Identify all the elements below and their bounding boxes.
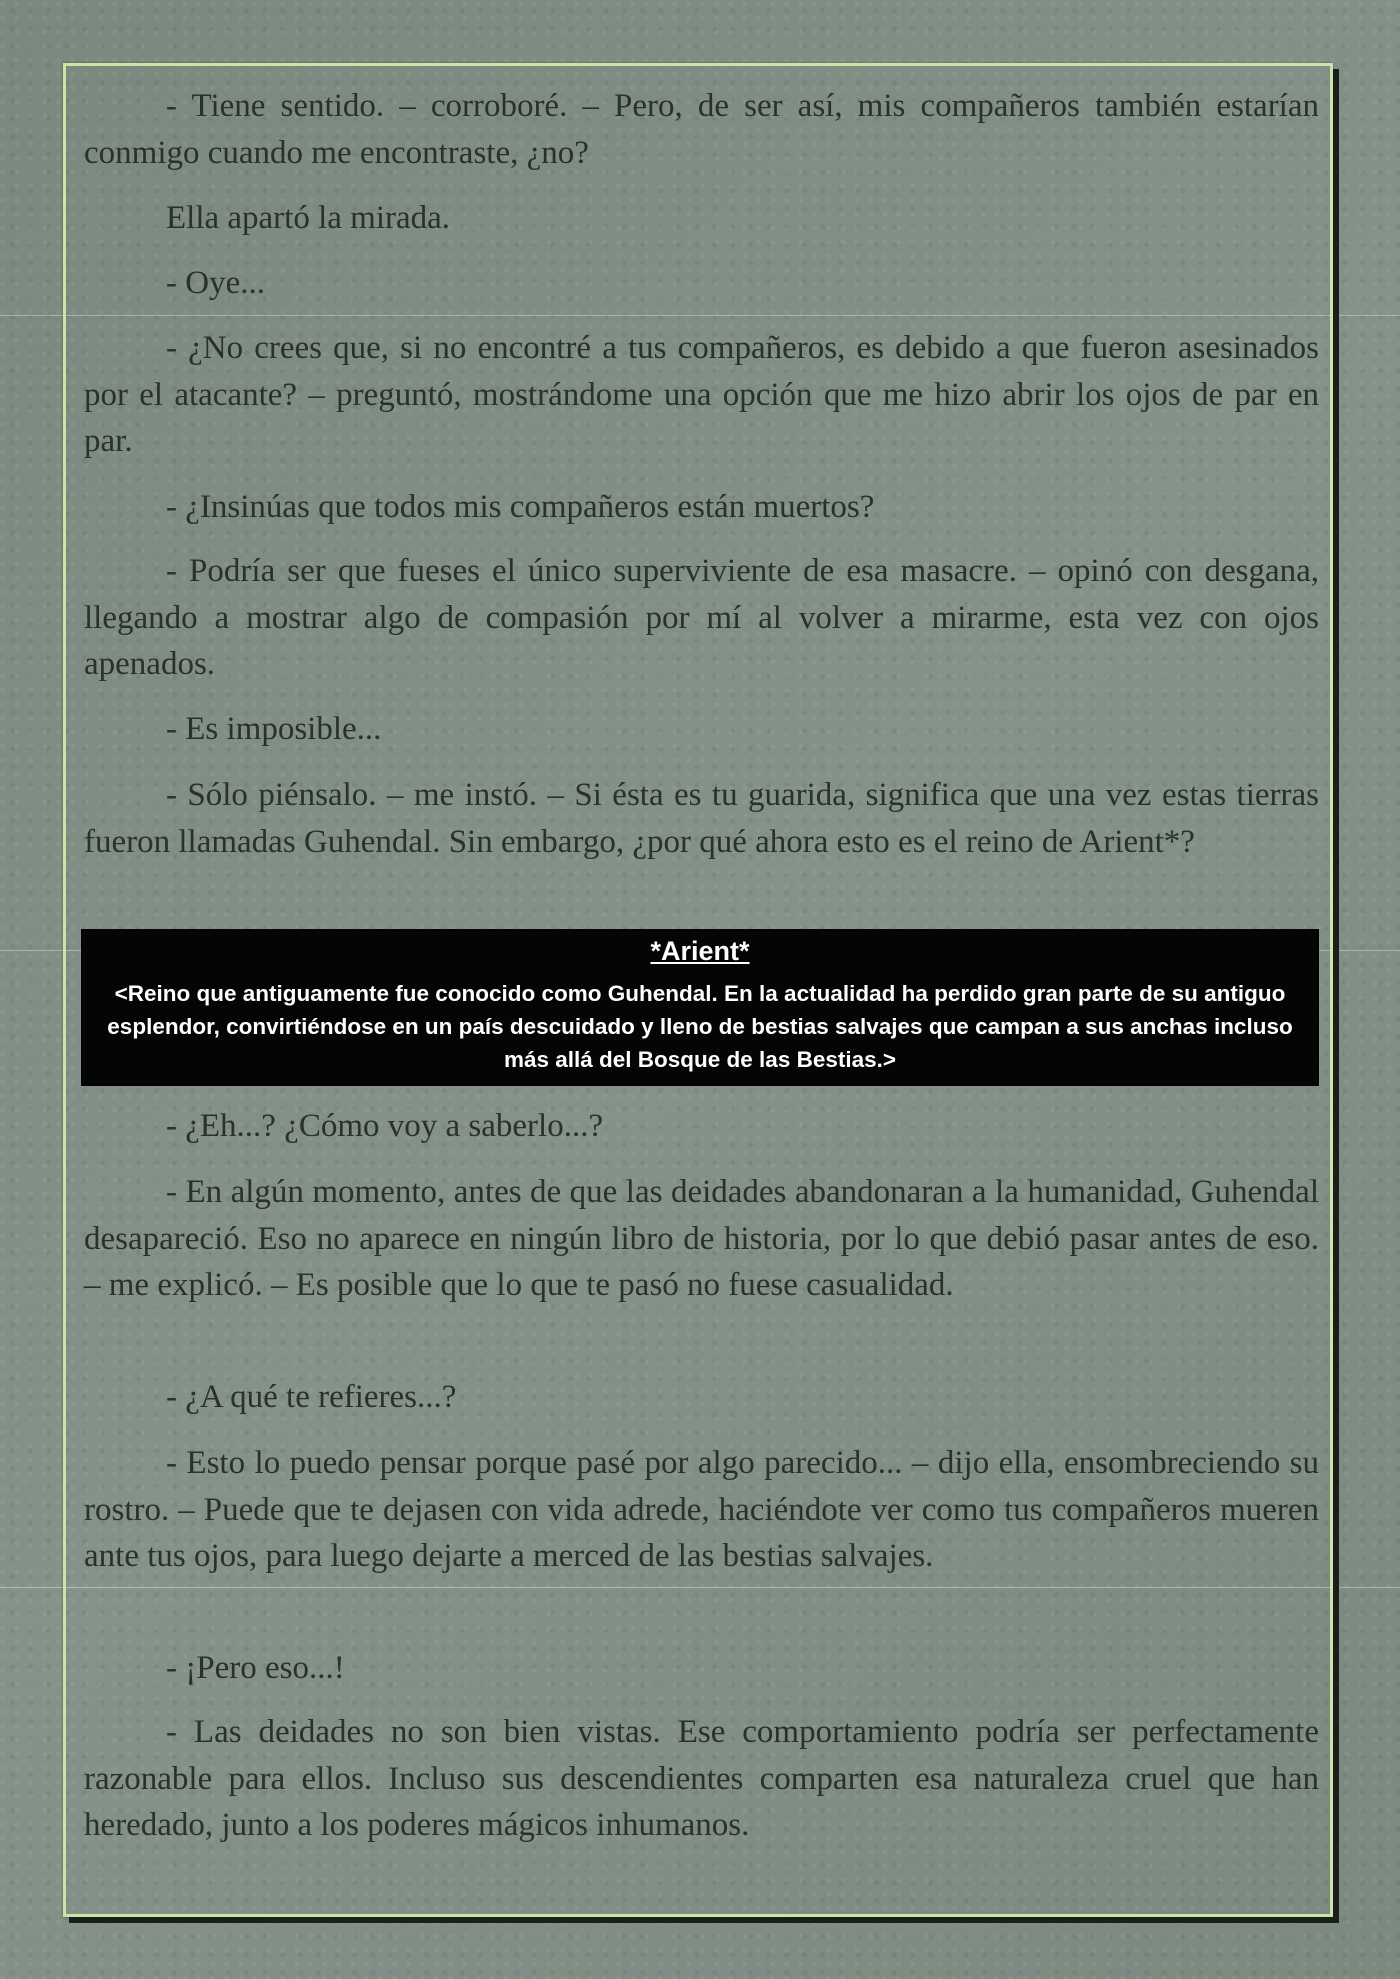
paragraph: - Las deidades no son bien vistas. Ese comportamiento podría ser perfectamente razonable para ellos. Incluso sus descendientes comparten esa naturaleza cruel que han heredado, junto a los poderes mágicos inhumanos.	[84, 1714, 1319, 1843]
paragraph: Ella apartó la mirada.	[166, 200, 451, 236]
paragraph: - Podría ser que fueses el único superviviente de esa masacre. – opinó con desgana, llegando a mostrar algo de compasión por mí al volver a mirarme, esta vez con ojos apenados.	[84, 553, 1319, 682]
paragraph: - ¿No crees que, si no encontré a tus compañeros, es debido a que fueron asesinados por el atacante? – preguntó, mostrándome una opción que me hizo abrir los ojos de par en par.	[84, 330, 1319, 459]
footnote-text: <Reino que antiguamente fue conocido como Guhendal. En la actualidad ha perdido gran parte de su antiguo esplendor, convirtiéndose en un país descuidado y lleno de bestias salvajes que campan a sus anchas incluso más allá del Bosque de las Bestias.>	[107, 981, 1293, 1072]
paragraph: - ¿Eh...? ¿Cómo voy a saberlo...?	[166, 1108, 604, 1144]
paragraph: - Sólo piénsalo. – me instó. – Si ésta es tu guarida, significa que una vez estas tierras fueron llamadas Guhendal. Sin embargo, ¿por qué ahora esto es el reino de Arient*?	[84, 777, 1319, 860]
paragraph: - ¡Pero eso...!	[166, 1650, 345, 1686]
footnote-title: *Arient*	[650, 936, 750, 966]
paragraph: - Es imposible...	[166, 711, 382, 747]
footnote-box	[81, 929, 1319, 1086]
paragraph: - Tiene sentido. – corroboré. – Pero, de ser así, mis compañeros también estarían conmigo cuando me encontraste, ¿no?	[84, 88, 1319, 171]
paragraph: - ¿Insinúas que todos mis compañeros están muertos?	[166, 489, 875, 525]
paragraph: - En algún momento, antes de que las deidades abandonaran a la humanidad, Guhendal desapareció. Eso no aparece en ningún libro de historia, por lo que debió pasar antes de eso. – me explicó. – Es posible que lo que te pasó no fuese casualidad.	[84, 1174, 1319, 1303]
paragraph: - Esto lo puedo pensar porque pasé por algo parecido... – dijo ella, ensombreciendo su rostro. – Puede que te dejasen con vida adrede, haciéndote ver como tus compañeros mueren ante tus ojos, para luego dejarte a merced de las bestias salvajes.	[84, 1445, 1319, 1574]
paragraph: - ¿A qué te refieres...?	[166, 1379, 457, 1415]
paragraph: - Oye...	[166, 265, 265, 301]
